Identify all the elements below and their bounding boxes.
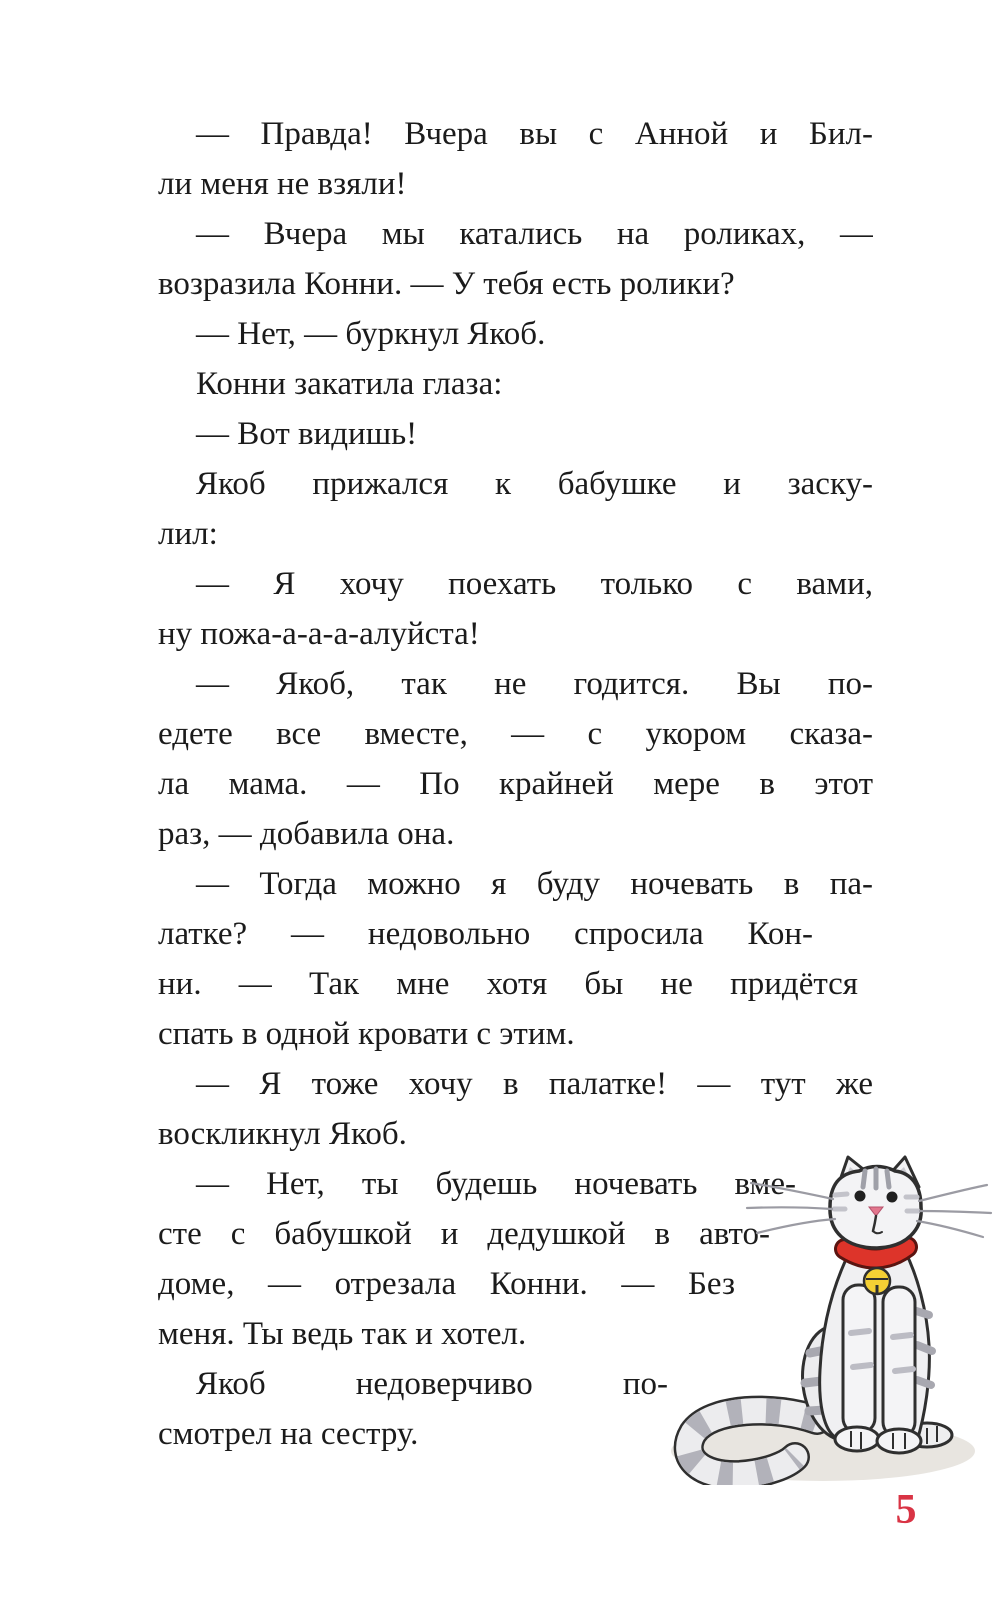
text-line: доме, — отрезала Конни. — Без (158, 1266, 735, 1302)
text-line: — Правда! Вчера вы с Анной и Бил- (196, 116, 873, 152)
cat-eye-right (887, 1192, 898, 1203)
text-line: Якоб прижался к бабушке и заску- (196, 466, 873, 502)
text-line: меня. Ты ведь так и хотел. (158, 1316, 527, 1352)
text-line: — Тогда можно я буду ночевать в па- (196, 866, 873, 902)
text-line: ла мама. — По крайней мере в этот (158, 766, 873, 802)
text-line: — Я хочу поехать только с вами, (196, 566, 873, 602)
text-line: едете все вместе, — с укором сказа- (158, 716, 873, 752)
text-line: — Нет, — буркнул Якоб. (196, 316, 546, 352)
text-line: Якоб недоверчиво по- (196, 1366, 668, 1402)
text-line: раз, — добавила она. (158, 816, 455, 852)
cat-head (830, 1167, 921, 1249)
text-line: возразила Конни. — У тебя есть ролики? (158, 266, 735, 302)
text-line: — Якоб, так не годится. Вы по- (196, 666, 873, 702)
cat-eye-left (855, 1191, 866, 1202)
text-line: ни. — Так мне хотя бы не придётся (158, 966, 858, 1002)
text-line: ну пожа-а-а-а-алуйста! (158, 616, 480, 652)
text-line: — Я тоже хочу в палатке! — тут же (196, 1066, 873, 1102)
text-line: сте с бабушкой и дедушкой в авто- (158, 1216, 770, 1252)
text-line: воскликнул Якоб. (158, 1116, 407, 1152)
text-line: смотрел на сестру. (158, 1416, 419, 1452)
text-line: латке? — недовольно спросила Кон- (158, 916, 813, 952)
text-line: — Вчера мы катались на роликах, — (196, 216, 873, 252)
text-line: лил: (158, 516, 218, 552)
tabby-cat-illustration (655, 1115, 995, 1485)
text-line: спать в одной кровати с этим. (158, 1016, 575, 1052)
text-line: Конни закатила глаза: (196, 366, 503, 402)
text-line: — Вот видишь! (196, 416, 418, 452)
text-line: — Нет, ты будешь ночевать вме- (196, 1166, 796, 1202)
page-number: 5 (895, 1487, 917, 1533)
text-line: ли меня не взяли! (158, 166, 407, 202)
cat-bell (864, 1268, 890, 1294)
